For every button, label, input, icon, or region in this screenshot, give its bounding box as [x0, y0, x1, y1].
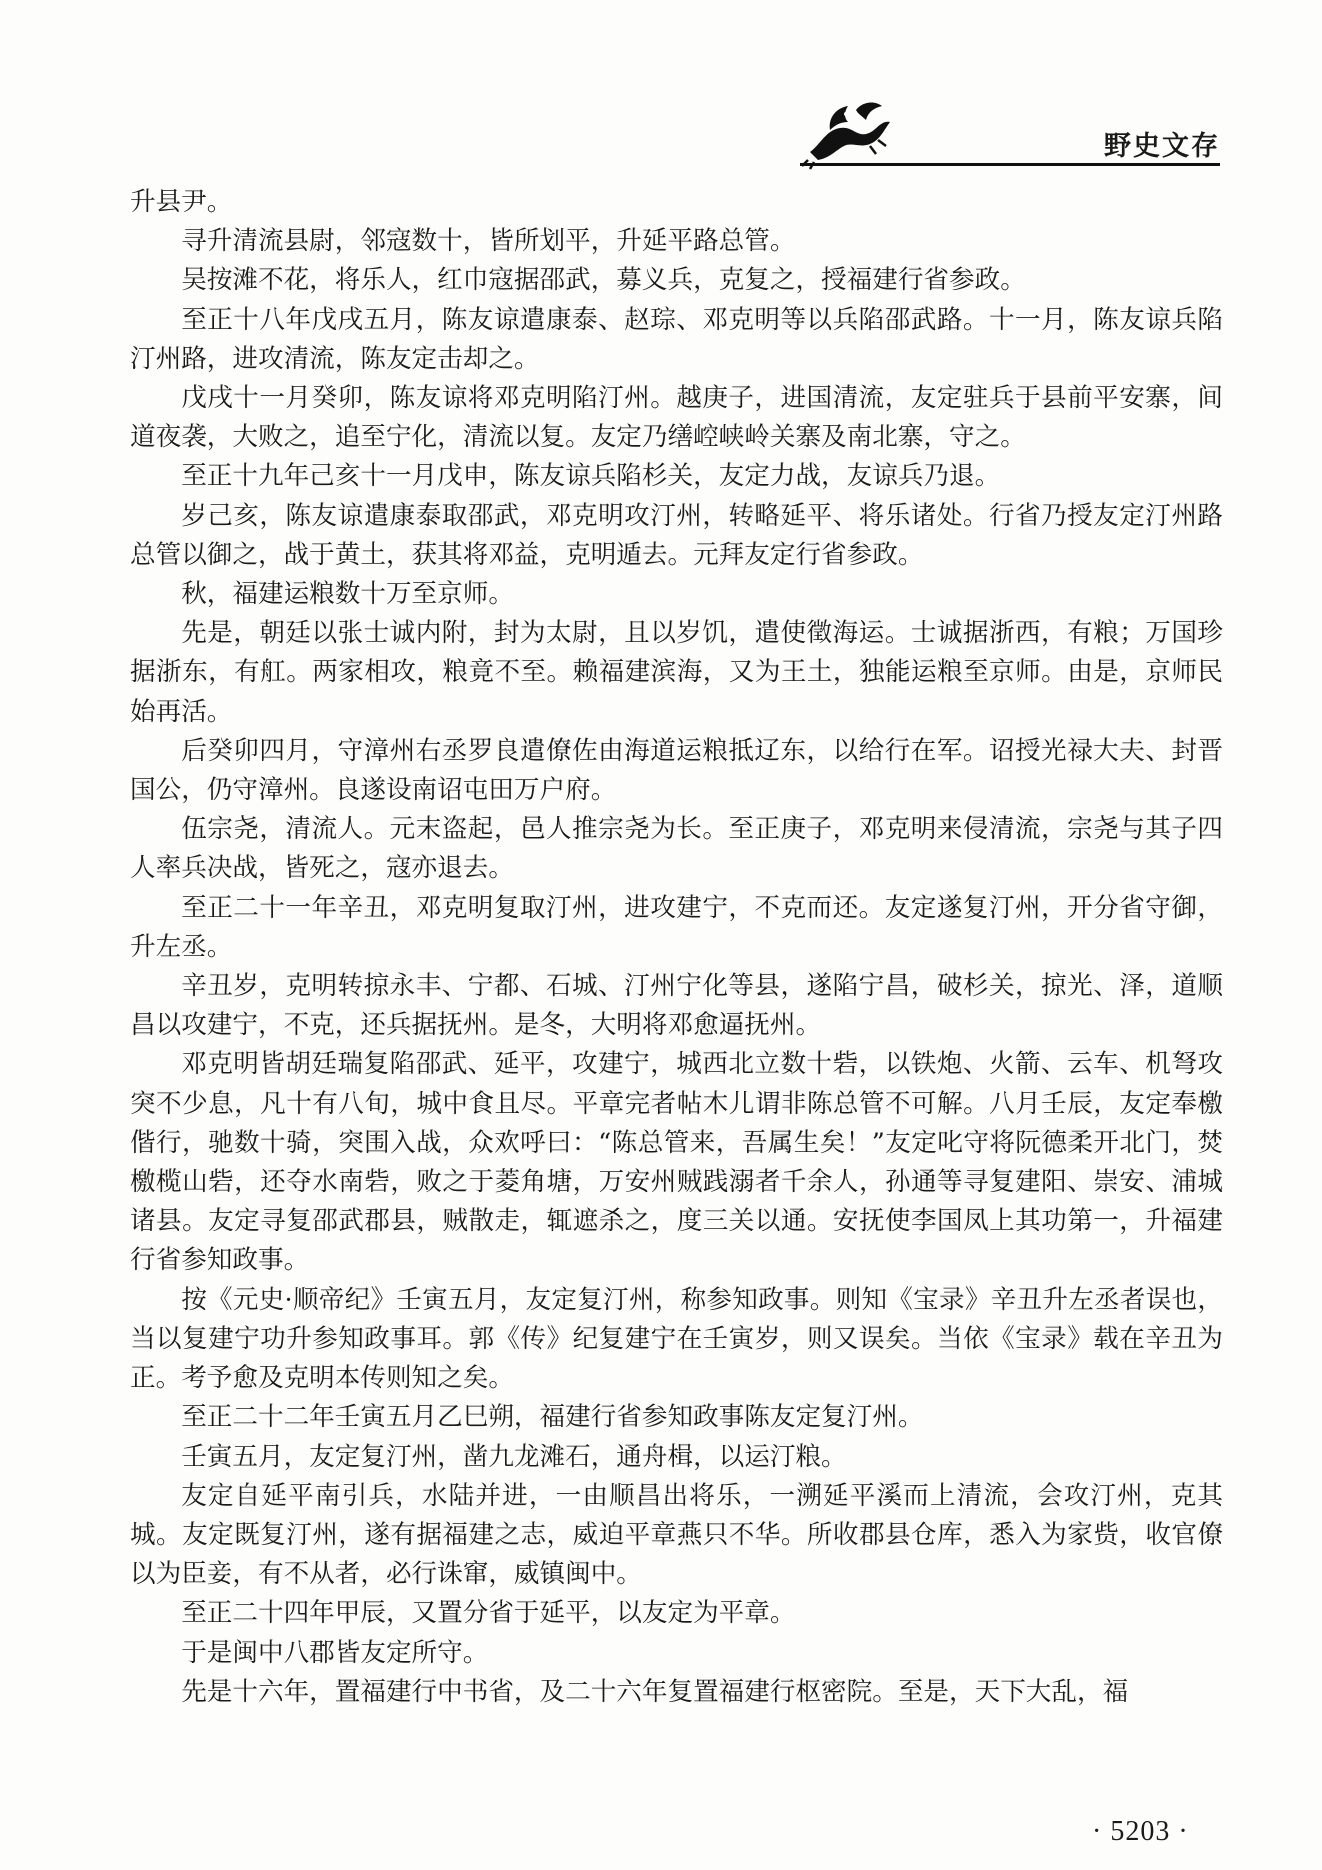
paragraph: 至正二十一年辛丑，邓克明复取汀州，进攻建宁，不克而还。友定遂复汀州，开分省守御，升左丞。	[130, 892, 1223, 962]
paragraph: 至正十九年己亥十一月戊申，陈友谅兵陷杉关，友定力战，友谅兵乃退。	[181, 461, 1001, 492]
paragraph: 岁己亥，陈友谅遣康泰取邵武，邓克明攻汀州，转略延平、将乐诸处。行省乃授友定汀州路总管以御之，战于黄土，获其将邓益，克明遁去。元拜友定行省参政。	[130, 500, 1223, 570]
paragraph: 升县尹。	[130, 187, 233, 217]
paragraph: 秋，福建运粮数十万至京师。	[181, 579, 514, 610]
paragraph: 吴按滩不花，将乐人，红巾寇据邵武，募义兵，克复之，授福建行省参政。	[181, 265, 1026, 296]
paragraph: 先是，朝廷以张士诚内附，封为太尉，且以岁饥，遣使徵海运。士诚据浙西，有粮；万国珍据浙东，有舡。两家相攻，粮竟不至。赖福建滨海，又为王土，独能运粮至京师。由是，京师民始再活。	[130, 618, 1223, 727]
page-number: · 5203 ·	[1092, 1816, 1189, 1847]
dragon-emblem-icon	[800, 90, 900, 170]
paragraph: 按《元史·顺帝纪》壬寅五月，友定复汀州，称参知政事。则知《宝录》辛丑升左丞者误也，当以复建宁功升参知政事耳。郭《传》纪复建宁在壬寅岁，则又误矣。当依《宝录》载在辛丑为正。考予愈及克明本传则知之矣。	[130, 1284, 1223, 1394]
paragraph: 至正十八年戊戌五月，陈友谅遣康泰、赵琮、邓克明等以兵陷邵武路。十一月，陈友谅兵陷汀州路，进攻清流，陈友定击却之。	[130, 304, 1223, 374]
paragraph: 戊戌十一月癸卯，陈友谅将邓克明陷汀州。越庚子，进国清流，友定驻兵于县前平安寨，间道夜袭，大败之，追至宁化，清流以复。友定乃缮崆峡岭关寨及南北寨，守之。	[130, 383, 1223, 453]
paragraph: 至正二十四年甲辰，又置分省于延平，以友定为平章。	[181, 1598, 796, 1629]
paragraph: 伍宗尧，清流人。元末盗起，邑人推宗尧为长。至正庚子，邓克明来侵清流，宗尧与其子四人率兵决战，皆死之，寇亦退去。	[130, 814, 1223, 884]
running-header	[800, 90, 1220, 170]
body-text	[130, 183, 1223, 1712]
book-series-title: 野史文存	[1104, 131, 1220, 162]
paragraph: 辛丑岁，克明转掠永丰、宁都、石城、汀州宁化等县，遂陷宁昌，破杉关，掠光、泽，道顺昌以攻建宁，不克，还兵据抚州。是冬，大明将邓愈逼抚州。	[130, 971, 1223, 1041]
header-rule	[800, 163, 1220, 166]
paragraph: 寻升清流县尉，邻寇数十，皆所划平，升延平路总管。	[181, 226, 796, 257]
paragraph: 壬寅五月，友定复汀州，凿九龙滩石，通舟楫，以运汀粮。	[181, 1441, 847, 1472]
paragraph: 于是闽中八郡皆友定所守。	[181, 1637, 489, 1668]
paragraph: 友定自延平南引兵，水陆并进，一由顺昌出将乐，一溯延平溪而上清流，会攻汀州，克其城。友定既复汀州，遂有据福建之志，威迫平章燕只不华。所收郡县仓库，悉入为家赀，收官僚以为臣妾，有不从者，必行诛窜，威镇闽中。	[130, 1480, 1223, 1590]
paragraph: 先是十六年，置福建行中书省，及二十六年复置福建行枢密院。至是，天下大乱，福	[181, 1676, 1129, 1707]
paragraph: 至正二十二年壬寅五月乙巳朔，福建行省参知政事陈友定复汀州。	[181, 1402, 924, 1433]
paragraph: 后癸卯四月，守漳州右丞罗良遣僚佐由海道运粮抵辽东，以给行在军。诏授光禄大夫、封晋国公，仍守漳州。良遂设南诏屯田万户府。	[130, 735, 1223, 806]
paragraph: 邓克明皆胡廷瑞复陷邵武、延平，攻建宁，城西北立数十砦，以铁炮、火箭、云车、机弩攻突不少息，凡十有八旬，城中食且尽。平章完者帖木儿谓非陈总管不可解。八月壬辰，友定奉檄偕行，驰数十骑，突围入战，众欢呼曰：“陈总管来，吾属生矣！”友定叱守将阮德柔开北门，焚檄榄山砦，还夺水南砦，败之于菱角塘，万安州贼践溺者千余人，孙通等寻复建阳、崇安、浦城诸县。友定寻复邵武郡县，贼散走，辄遮杀之，度三关以通。安抚使李国凤上其功第一，升福建行省参知政事。	[130, 1049, 1223, 1276]
